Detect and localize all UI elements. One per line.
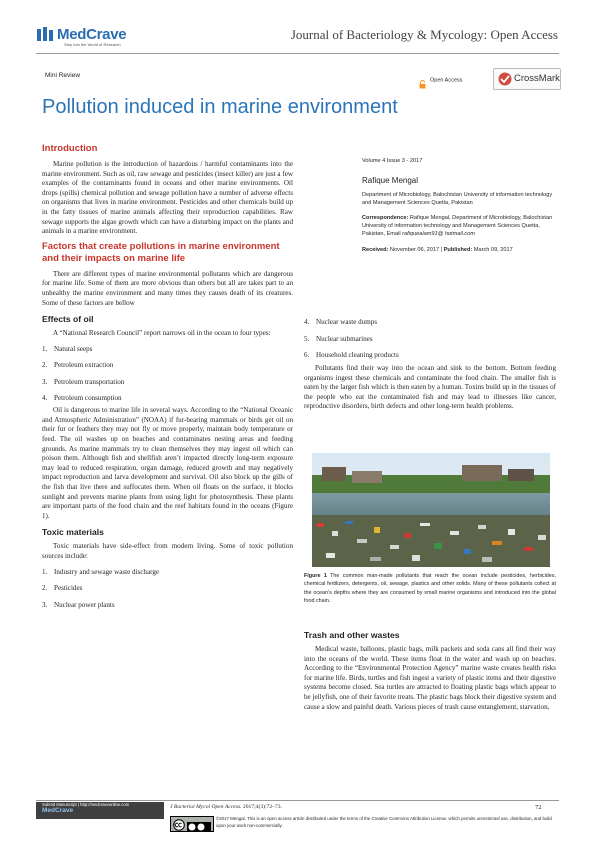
list-item: 2. Petroleum extraction (42, 361, 114, 370)
toxic-text: Toxic materials have side-effect from modern living. Some of toxic pollution sources include: (42, 542, 293, 560)
citation-details: 2017;4(3):72‒73. (242, 804, 282, 810)
medcrave-logo[interactable] (36, 26, 156, 50)
citation (170, 804, 282, 810)
received-label: Received: (362, 246, 389, 253)
toxic-heading: Toxic materials (42, 527, 104, 538)
open-access-badge[interactable] (419, 71, 462, 89)
footer-rule (36, 800, 559, 801)
correspondence-label: Correspondence: (362, 214, 409, 221)
factors-heading: Factors that create pollutions in marine environment and their impacts on marine life (42, 240, 280, 264)
list-item: 3. Petroleum transportation (42, 377, 125, 386)
header-rule (36, 53, 559, 54)
oil-intro: A “National Research Council” report narrows oil in the ocean to four types: (53, 329, 271, 338)
article-title: Pollution induced in marine environment (42, 96, 398, 118)
published-label: Published: (443, 246, 473, 253)
list-item: 1. Industry and sewage waste discharge (42, 567, 160, 576)
crossmark-button[interactable] (493, 68, 561, 90)
list-item: 4. Nuclear waste dumps (304, 318, 378, 326)
author-affiliation: Department of Microbiology, Balochistan University of information technology and Management Sciences Quetta, Pakistan (362, 191, 553, 207)
open-access-icon (419, 76, 426, 85)
creative-commons-icon (173, 818, 185, 836)
toxic-list-part2 (304, 318, 556, 364)
citation-journal: J Bacteriol Mycol Open Access. (170, 804, 242, 810)
list-item: 3. Nuclear power plants (42, 600, 115, 609)
logo-name: MedCrave (57, 26, 127, 43)
figure-label: Figure 1 (304, 573, 327, 579)
page-number: 72 (535, 804, 542, 811)
trash-text: Medical waste, balloons, plastic bags, milk packets and soda cans all find their way into the oceans of the world. These items float in the water and wash up on beaches. According to the “Environmental Protection Agency” marine waste creates health risks for marine life. Birds, turtles and fish ingest a variety of plastic items and their digestive systems become closed. Sea turtles are attracted to floating plastic bags which appear to be jellyfish, one of their favorite treats. The plastic bags block their digestive system and cause a slow and painful death. Various pieces of trash cause entanglement, starvation, (304, 645, 556, 711)
footer-logo-name: MedCrave (42, 807, 74, 814)
intro-heading: Introduction (42, 143, 98, 154)
trash-heading: Trash and other wastes (304, 630, 400, 640)
list-item: 1. Natural seeps (42, 344, 93, 353)
oil-list (42, 345, 293, 407)
oil-heading: Effects of oil (42, 314, 94, 325)
left-column (42, 143, 293, 617)
license-text: ©2017 Mengal. This is an open access article distributed under the terms of the Creative Commons Attribution License, which permits unrestricted use, distribution, and build upon your work non-commercially. (216, 816, 552, 828)
email-link[interactable]: rafiquealam91@ hotmail.com (402, 231, 475, 238)
list-item: 2. Pesticides (42, 584, 83, 593)
correspondence-text: Rafique Mengal, Department of Microbiology, Balochistan University of information technology and Management Sciences Quetta, Pakistan, (362, 214, 553, 238)
crossmark-icon (498, 72, 512, 91)
logo-tagline: Step into the World of Research (64, 42, 121, 47)
intro-text: Marine pollution is the introduction of hazardous / harmful contaminants into the marine environment. Such as oil, raw sewage and pesticides (insect killer) are just a few examples of the contaminants found in oceans and other marine environments. Oil drops (spills) chemical pollution and sewage pollution have a number of adverse effects on organisms that lives in marine environment. Pesticides and other chemicals build up in the fatty tissues of marine animals affecting their reproduction capabilities. Raw sewage supports the algae growth which can have a disturbing impact on the plants and animals in a marine environment. (42, 160, 293, 236)
article-type: Mini Review (45, 72, 81, 79)
submit-label: Submit Manuscript (42, 802, 77, 807)
logo-mark-icon (36, 26, 54, 44)
list-item: 6. Household cleaning products (304, 351, 399, 359)
volume-issue: Volume 4 Issue 3 - 2017 (362, 158, 423, 164)
by-nc-icon (187, 819, 211, 837)
author-name: Rafique Mengal (362, 176, 419, 186)
figure-caption-text: The common man-made pollutants that reach the ocean include pesticides, herbicides, chemical fertilizers, detergents, oil, sewage, plastics and other solids. Many of these pollutants collect at the ocean’s depths where they are consumed by small marine organisms and introduced into the global food chain. (304, 573, 556, 604)
cc-license-badge[interactable] (170, 816, 214, 832)
article-info (362, 157, 560, 254)
email-label: Email (386, 231, 401, 238)
list-item: 5. Nuclear submarines (304, 334, 373, 343)
journal-title: Journal of Bacteriology & Mycology: Open Access (290, 27, 558, 42)
factors-text: There are different types of marine environmental pollutants which are dangerous for marine life. Some of them are more obvious than others but all are takes part to an unhealthy the marine environment and many times they causes death of its creatures. Some of these factors are bellow (42, 269, 293, 307)
figure-1-caption (304, 572, 556, 605)
dates: Received: November 06, 2017 | Published: March 09, 2017 (362, 246, 513, 253)
toxic-list-part1 (42, 568, 293, 618)
right-column (304, 318, 556, 412)
oil-text: Oil is dangerous to marine life in several ways. According to the “National Oceanic and Atmospheric Administration” (NOAA) if fur-bearing mammals or birds get oil on their fur or feathers they may not fly or move properly, maintain body temperature or feed. The oil washes up on beaches and contaminates nesting areas and feeding grounds. As marine mammals try to clean themselves they may ingest oil which can poison them. Although fish and shellfish aren’t impacted directly long-term exposure may lead to reduced respiration, organ damage, reduced growth and may negatively impact reproduction and larva development and survival. Oil also block up the gills of the fish that live there and suffocates them. When oil floats on the surface, it blocks sunlight and prevents marine plants from using light for photosynthesis. These plants are important parts of the food chain and the reef habitats found in the oceans (Figure 1). (42, 406, 293, 520)
toxic-after-text: Pollutants find their way into the ocean and sink to the bottom. Bottom feeding organisms ingest these chemicals and contaminate the food chain. The smaller fish is eaten by the larger fish which is then eaten by a human. Toxins build up in the tissues of the people who eat the contaminated fish and may lead to illnesses like cancer, reproductive disorders, birth defects and other long-term health problems. (304, 364, 556, 411)
submit-manuscript-box[interactable]: Submit Manuscript | http://medcraveonline.com MedCrave (36, 802, 164, 819)
list-item: 4. Petroleum consumption (42, 394, 122, 403)
figure-1-image (312, 453, 550, 567)
received-date: November 06, 2017 (390, 246, 440, 253)
open-access-label: Open Access (430, 77, 463, 84)
trash-section (304, 630, 556, 712)
submit-url[interactable]: http://medcraveonline.com (80, 802, 130, 807)
published-date: March 09, 2017 (473, 246, 513, 253)
correspondence (362, 214, 560, 239)
crossmark-label: CrossMark (514, 73, 560, 84)
